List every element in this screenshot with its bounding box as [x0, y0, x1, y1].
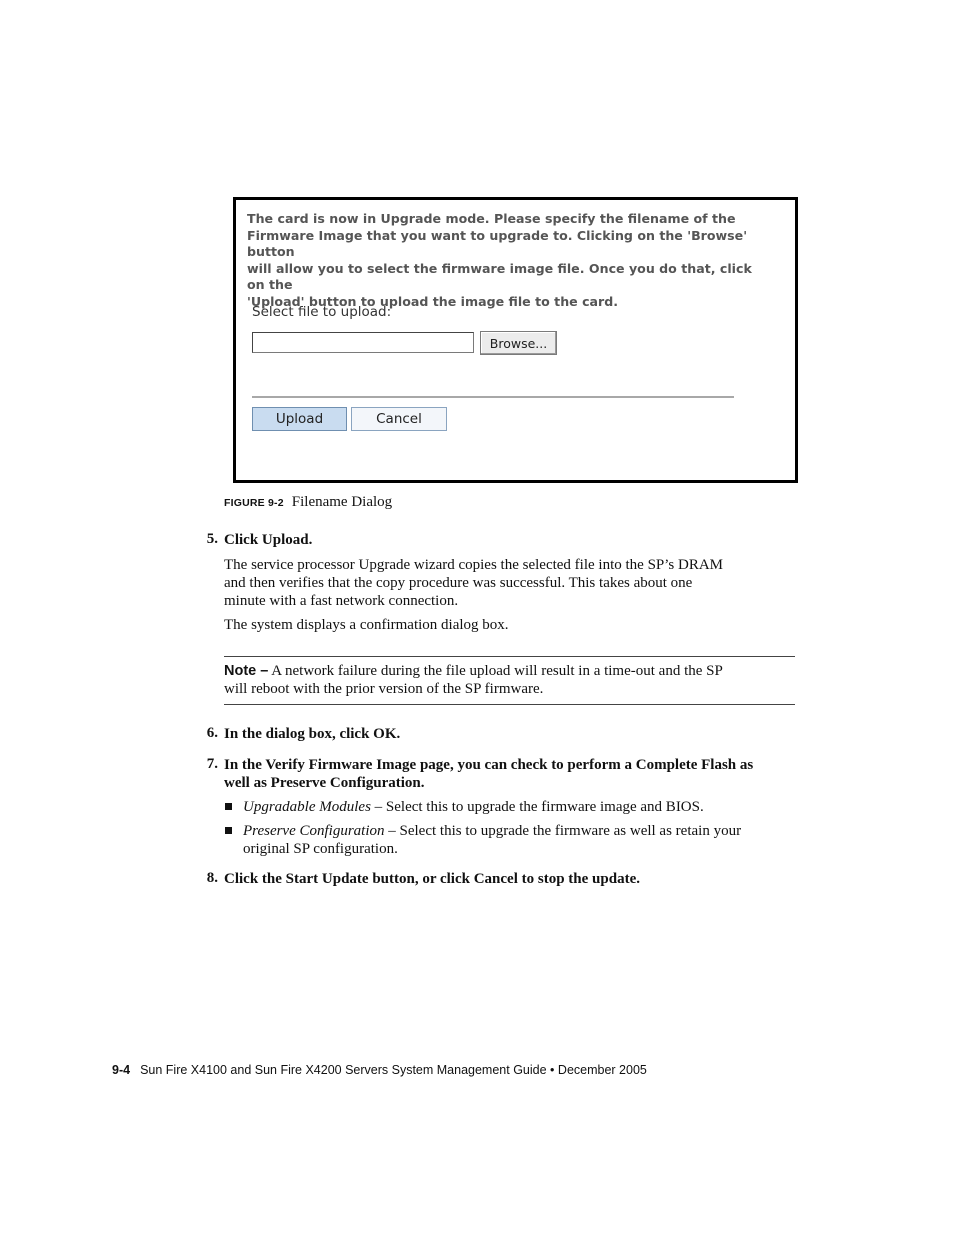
figure-number: FIGURE 9-2: [224, 497, 284, 509]
instruction-line: The card is now in Upgrade mode. Please specify the filename of the: [247, 211, 736, 226]
paragraph-line: The service processor Upgrade wizard copies the selected file into the SP’s DRAM: [224, 557, 724, 573]
bullet-line: original SP configuration.: [243, 841, 398, 857]
step-number: 7.: [206, 756, 218, 772]
document-title: Sun Fire X4100 and Sun Fire X4200 Servers System Management Guide: [140, 1063, 547, 1077]
instruction-line: well as Preserve Configuration.: [224, 775, 425, 791]
page-footer: [112, 1063, 647, 1077]
figure-screenshot: [233, 197, 798, 483]
note-line: [224, 662, 804, 680]
step-5-instruction: Click Upload.: [224, 532, 313, 548]
step-5-result: The system displays a confirmation dialog box.: [224, 617, 509, 633]
bullet-icon: [225, 827, 232, 834]
bullet-preserve-configuration: [243, 822, 803, 858]
browse-button[interactable]: Browse...: [480, 331, 557, 355]
step-6-instruction: In the dialog box, click OK.: [224, 726, 401, 742]
footer-separator: •: [550, 1063, 555, 1077]
select-file-label: Select file to upload:: [252, 304, 392, 320]
note-bottom-rule: [224, 704, 795, 705]
upgrade-instructions: [247, 211, 767, 310]
step-number: 6.: [206, 725, 218, 741]
note-label: Note –: [224, 663, 269, 679]
file-path-input[interactable]: [252, 332, 474, 353]
note-line: will reboot with the prior version of the SP firmware.: [224, 681, 544, 697]
divider: [252, 396, 734, 398]
note-top-rule: [224, 656, 795, 657]
bullet-icon: [225, 803, 232, 810]
step-7-instruction: [224, 756, 804, 792]
cancel-button[interactable]: Cancel: [351, 407, 447, 431]
instruction-line: Firmware Image that you want to upgrade to. Clicking on the 'Browse' button: [247, 227, 748, 259]
step-number: 5.: [206, 531, 218, 547]
paragraph-line: minute with a fast network connection.: [224, 593, 459, 609]
upload-button[interactable]: Upload: [252, 407, 347, 431]
note-text: A network failure during the file upload will result in a time-out and the SP: [271, 663, 723, 679]
option-description: – Select this to upgrade the firmware image and BIOS.: [370, 799, 704, 815]
figure-caption: [224, 494, 392, 511]
instruction-line: 'Upload' button to upload the image file to the card.: [247, 293, 619, 309]
option-description: – Select this to upgrade the firmware as well as retain your: [384, 823, 742, 839]
step-8-instruction: Click the Start Update button, or click Cancel to stop the update.: [224, 871, 640, 887]
paragraph-line: and then verifies that the copy procedure was successful. This takes about one: [224, 575, 693, 591]
step-number: 8.: [206, 870, 218, 886]
bullet-line: [243, 822, 803, 840]
step-5-description: [224, 556, 804, 610]
instruction-line: will allow you to select the firmware image file. Once you do that, click on the: [247, 260, 752, 292]
publication-date: December 2005: [557, 1063, 647, 1077]
figure-title: Filename Dialog: [291, 494, 393, 510]
option-name: Preserve Configuration: [243, 823, 385, 839]
bullet-upgradable-modules: [243, 798, 803, 816]
page-number: 9-4: [112, 1063, 131, 1077]
instruction-line: In the Verify Firmware Image page, you can check to perform a Complete Flash as: [224, 757, 754, 773]
note-box: [224, 662, 804, 698]
option-name: Upgradable Modules: [243, 799, 371, 815]
